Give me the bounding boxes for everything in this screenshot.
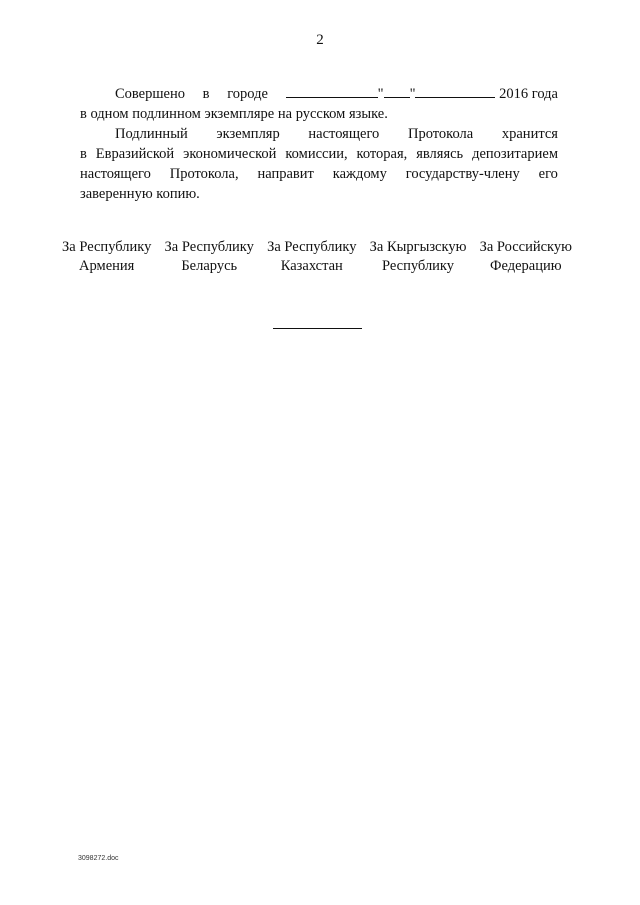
word: Подлинный: [115, 126, 188, 142]
word: являясь: [416, 146, 464, 162]
signature-line2: Беларусь: [181, 258, 238, 274]
word: депозитарием: [472, 146, 558, 162]
signature-line2: Федерацию: [490, 258, 562, 274]
word: государству-члену: [405, 166, 520, 182]
paragraph-line: [80, 164, 558, 184]
month-blank: [415, 84, 495, 98]
signature-line1: За Республику: [164, 239, 254, 255]
year-text: 2016 года: [499, 86, 558, 102]
word: хранится: [501, 126, 558, 142]
signature-line2: Республику: [382, 258, 455, 274]
paragraph-line: [80, 84, 558, 104]
quote-open: ": [377, 86, 384, 102]
word: каждому: [332, 166, 387, 182]
paragraph-completed-in: [80, 84, 558, 124]
word: в: [80, 146, 87, 162]
day-blank: [384, 84, 410, 98]
signature-kazakhstan: [267, 238, 356, 276]
word: комиссии,: [285, 146, 348, 162]
quote-close: ": [409, 86, 416, 102]
footer-doc-code: 3098272.doc: [78, 855, 119, 862]
signature-line1: За Российскую: [479, 239, 572, 255]
signature-line1: За Республику: [267, 239, 357, 255]
word: настоящего: [80, 166, 151, 182]
city-date-line: [286, 84, 558, 104]
paragraph-line: [80, 144, 558, 164]
signature-line2: Армения: [79, 258, 135, 274]
word: Евразийской: [95, 146, 175, 162]
signature-belarus: [165, 238, 254, 276]
paragraph-original-copy: [80, 124, 558, 204]
signature-kyrgyzstan: [370, 238, 467, 276]
signature-line1: За Республику: [62, 239, 152, 255]
word: Протокола,: [169, 166, 239, 182]
page-number: 2: [316, 32, 324, 48]
paragraph-line: [80, 124, 558, 144]
end-divider: [273, 328, 362, 329]
word: городе: [227, 86, 268, 102]
word: направит: [257, 166, 314, 182]
word: настоящего: [308, 126, 380, 142]
word: экземпляр: [216, 126, 280, 142]
city-blank: [286, 84, 378, 98]
word: его: [538, 166, 558, 182]
word: экономической: [183, 146, 277, 162]
paragraph-line: в одном подлинном экземпляре на русском языке.: [80, 106, 388, 122]
word: Совершено: [115, 86, 185, 102]
signature-line1: За Кыргызскую: [369, 239, 467, 255]
signature-line2: Казахстан: [280, 258, 343, 274]
signature-block: [62, 238, 572, 276]
paragraph-line: заверенную копию.: [80, 186, 200, 202]
word: Протокола: [407, 126, 474, 142]
signature-armenia: [62, 238, 151, 276]
signature-russia: [480, 238, 572, 276]
word: в: [202, 86, 210, 102]
word: которая,: [356, 146, 408, 162]
